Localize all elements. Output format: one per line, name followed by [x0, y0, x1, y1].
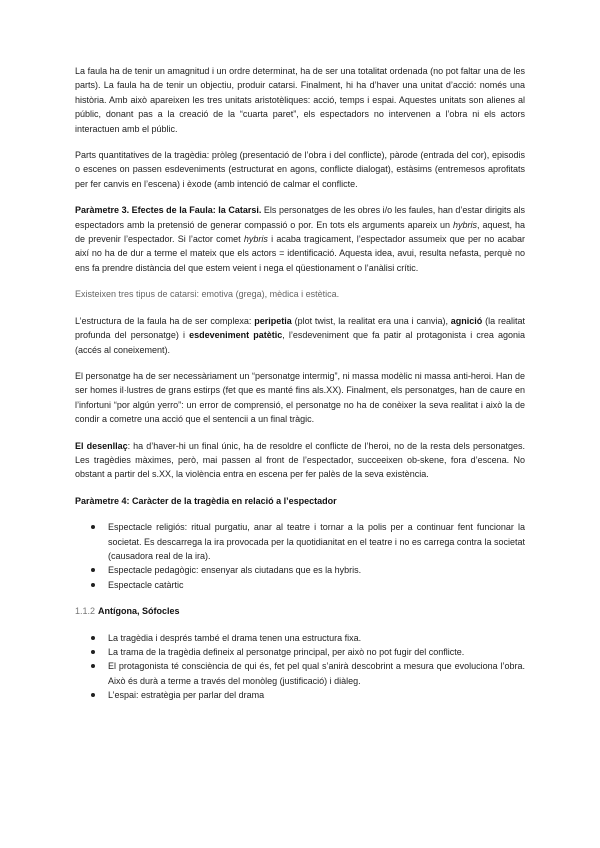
list-item: [75, 520, 525, 563]
paragraph-personatge: El personatge ha de ser necessàriament un “personatge intermig”, ni massa modèlic ni massa anti-heroi. Han de ser homes il·lustres de grans estirps (fet que es manté fins als.XX). Finalment, els personatges, han de caure en l’infortuni “por algún yerro”: un error de comprensió, el personatge no ha de conèixer la seva realitat i això la de condir a cometre una acció que el sentencii a un final tràgic.: [75, 370, 525, 425]
list-caracter-tragedia: [75, 520, 525, 592]
list-item-text: El protagonista té consciència de qui és, fet pel qual s’anirà descobrint a mesura que evoluciona l’obra. Això és durà a terme a través del monòleg (justificació) i diàleg.: [108, 661, 525, 686]
list-item-text: Espectacle religiós: ritual purgatiu, anar al teatre i tornar a la polis per a continuar fent funcionar la societat. Es descarrega la ira provocada per la quotidianitat en el teatre i no es carrega contra la societat (causadora real de la ira).: [108, 522, 525, 561]
estructura-text-2: (plot twist, la realitat era una i canvia),: [291, 315, 451, 326]
desenllac-term: El desenllaç: [75, 440, 128, 451]
list-antigona: [75, 631, 525, 703]
heading-parametre-4: Paràmetre 4: Caràcter de la tragèdia en relació a l’espectador: [75, 495, 337, 506]
estructura-text-1: L’estructura de la faula ha de ser complexa:: [75, 315, 255, 326]
paragraph-tipus-catarsi: Existeixen tres tipus de catarsi: emotiva (grega), mèdica i estètica.: [75, 289, 340, 300]
heading-antigona: [75, 604, 525, 618]
list-item: [75, 563, 525, 577]
term-esdeveniment-patetic: esdeveniment patètic: [189, 330, 283, 341]
list-item: [75, 688, 525, 702]
hybris-term: hybris: [243, 234, 268, 245]
paragraph-parts-quantitatives: Parts quantitatives de la tragèdia: pròleg (presentació de l’obra i del conflicte), pàrode (entrada del cor), episodis o escenes on passen esdeveniments (estructurat en agons, conflicte dialogat), estàsims (entremesos aprofitats per fer canvis en l’escena) i èxode (amb intenció de calmar el conflicte.: [75, 150, 525, 189]
bullet-icon: [91, 568, 95, 572]
bullet-icon: [91, 650, 95, 654]
list-item-text: Espectacle catàrtic: [108, 579, 184, 590]
parametre-3-text-2: , aquest, ha de prevenir l’espectador. Si l’actor comet: [75, 219, 525, 245]
bullet-icon: [91, 525, 95, 529]
list-item: [75, 578, 525, 592]
bullet-icon: [91, 583, 95, 587]
list-item-text: L’espai: estratègia per parlar del drama: [108, 690, 265, 701]
paragraph-desenllac: [75, 439, 525, 482]
parametre-3-text-1: Els personatges de les obres i/o les faules, han d’estar dirigits als espectadors amb la pretensió de generar compassió o por. En tots els arguments apareix un: [75, 205, 525, 230]
desenllac-text: : ha d’haver-hi un final únic, ha de resoldre el conflicte de l’heroi, no de la resta dels personatges. Les tragèdies màximes, però, mai passen al front de l’espectador, succeeixen ob-skene, fora d’escena. No obstant a partir del s.XX, la violència entra en escena per fer palès de la seva existència.: [75, 440, 525, 480]
list-item-text: La trama de la tragèdia defineix al personatge principal, per això no pot fugir del conflicte.: [108, 647, 465, 657]
paragraph-faula-ordre: La faula ha de tenir un amagnitud i un ordre determinat, ha de ser una totalitat ordenada (no pot faltar una de les parts). La faula ha de tenir un objectiu, produir catarsi. Finalment, hi ha d’haver una unitat d’acció: només una història. Amb això apareixen les tres unitats aristotèliques: acció, temps i espai. Aquestes unitats son alienes al públic, donant pas a la creació de la “cuarta paret”, els espectadors no intervenen a l’obra ni els actors interactuen amb el públic.: [75, 66, 525, 134]
list-item-text: La tragèdia i després també el drama tenen una estructura fixa.: [108, 632, 362, 643]
paragraph-parametre-3: [75, 203, 525, 275]
section-number: 1.1.2: [75, 606, 96, 617]
bullet-icon: [91, 693, 95, 697]
list-item-text: Espectacle pedagògic: ensenyar als ciutadans que es la hybris.: [108, 565, 362, 576]
term-peripetia: peripetia: [254, 315, 292, 326]
estructura-text-4: , l’esdeveniment que fa patir al protagonista i crea agonia (accés al coneixement).: [75, 330, 525, 355]
section-title: Antígona, Sófocles: [98, 606, 180, 617]
parametre-3-title: Paràmetre 3. Efectes de la Faula: la Catarsi.: [75, 205, 262, 216]
parametre-3-text-3: i acaba tragicament, l’espectador assumeix que per no acabar així no ha de dur a terme el mateix que els actors = identificació. Aquesta idea, avui, resulta nefasta, perquè no ens fa prendre distància del que estem veient i nega el qüestionament o l’anàlisi crític.: [75, 234, 525, 273]
bullet-icon: [91, 636, 95, 640]
list-item: [75, 631, 525, 645]
list-item: [75, 659, 525, 688]
bullet-icon: [91, 664, 95, 668]
list-item: [75, 645, 525, 659]
hybris-term: hybris: [453, 219, 478, 230]
estructura-text-3: (la realitat profunda del personatge) i: [75, 315, 525, 341]
term-agnicio: agnició: [450, 315, 483, 326]
paragraph-estructura-faula: [75, 314, 525, 357]
